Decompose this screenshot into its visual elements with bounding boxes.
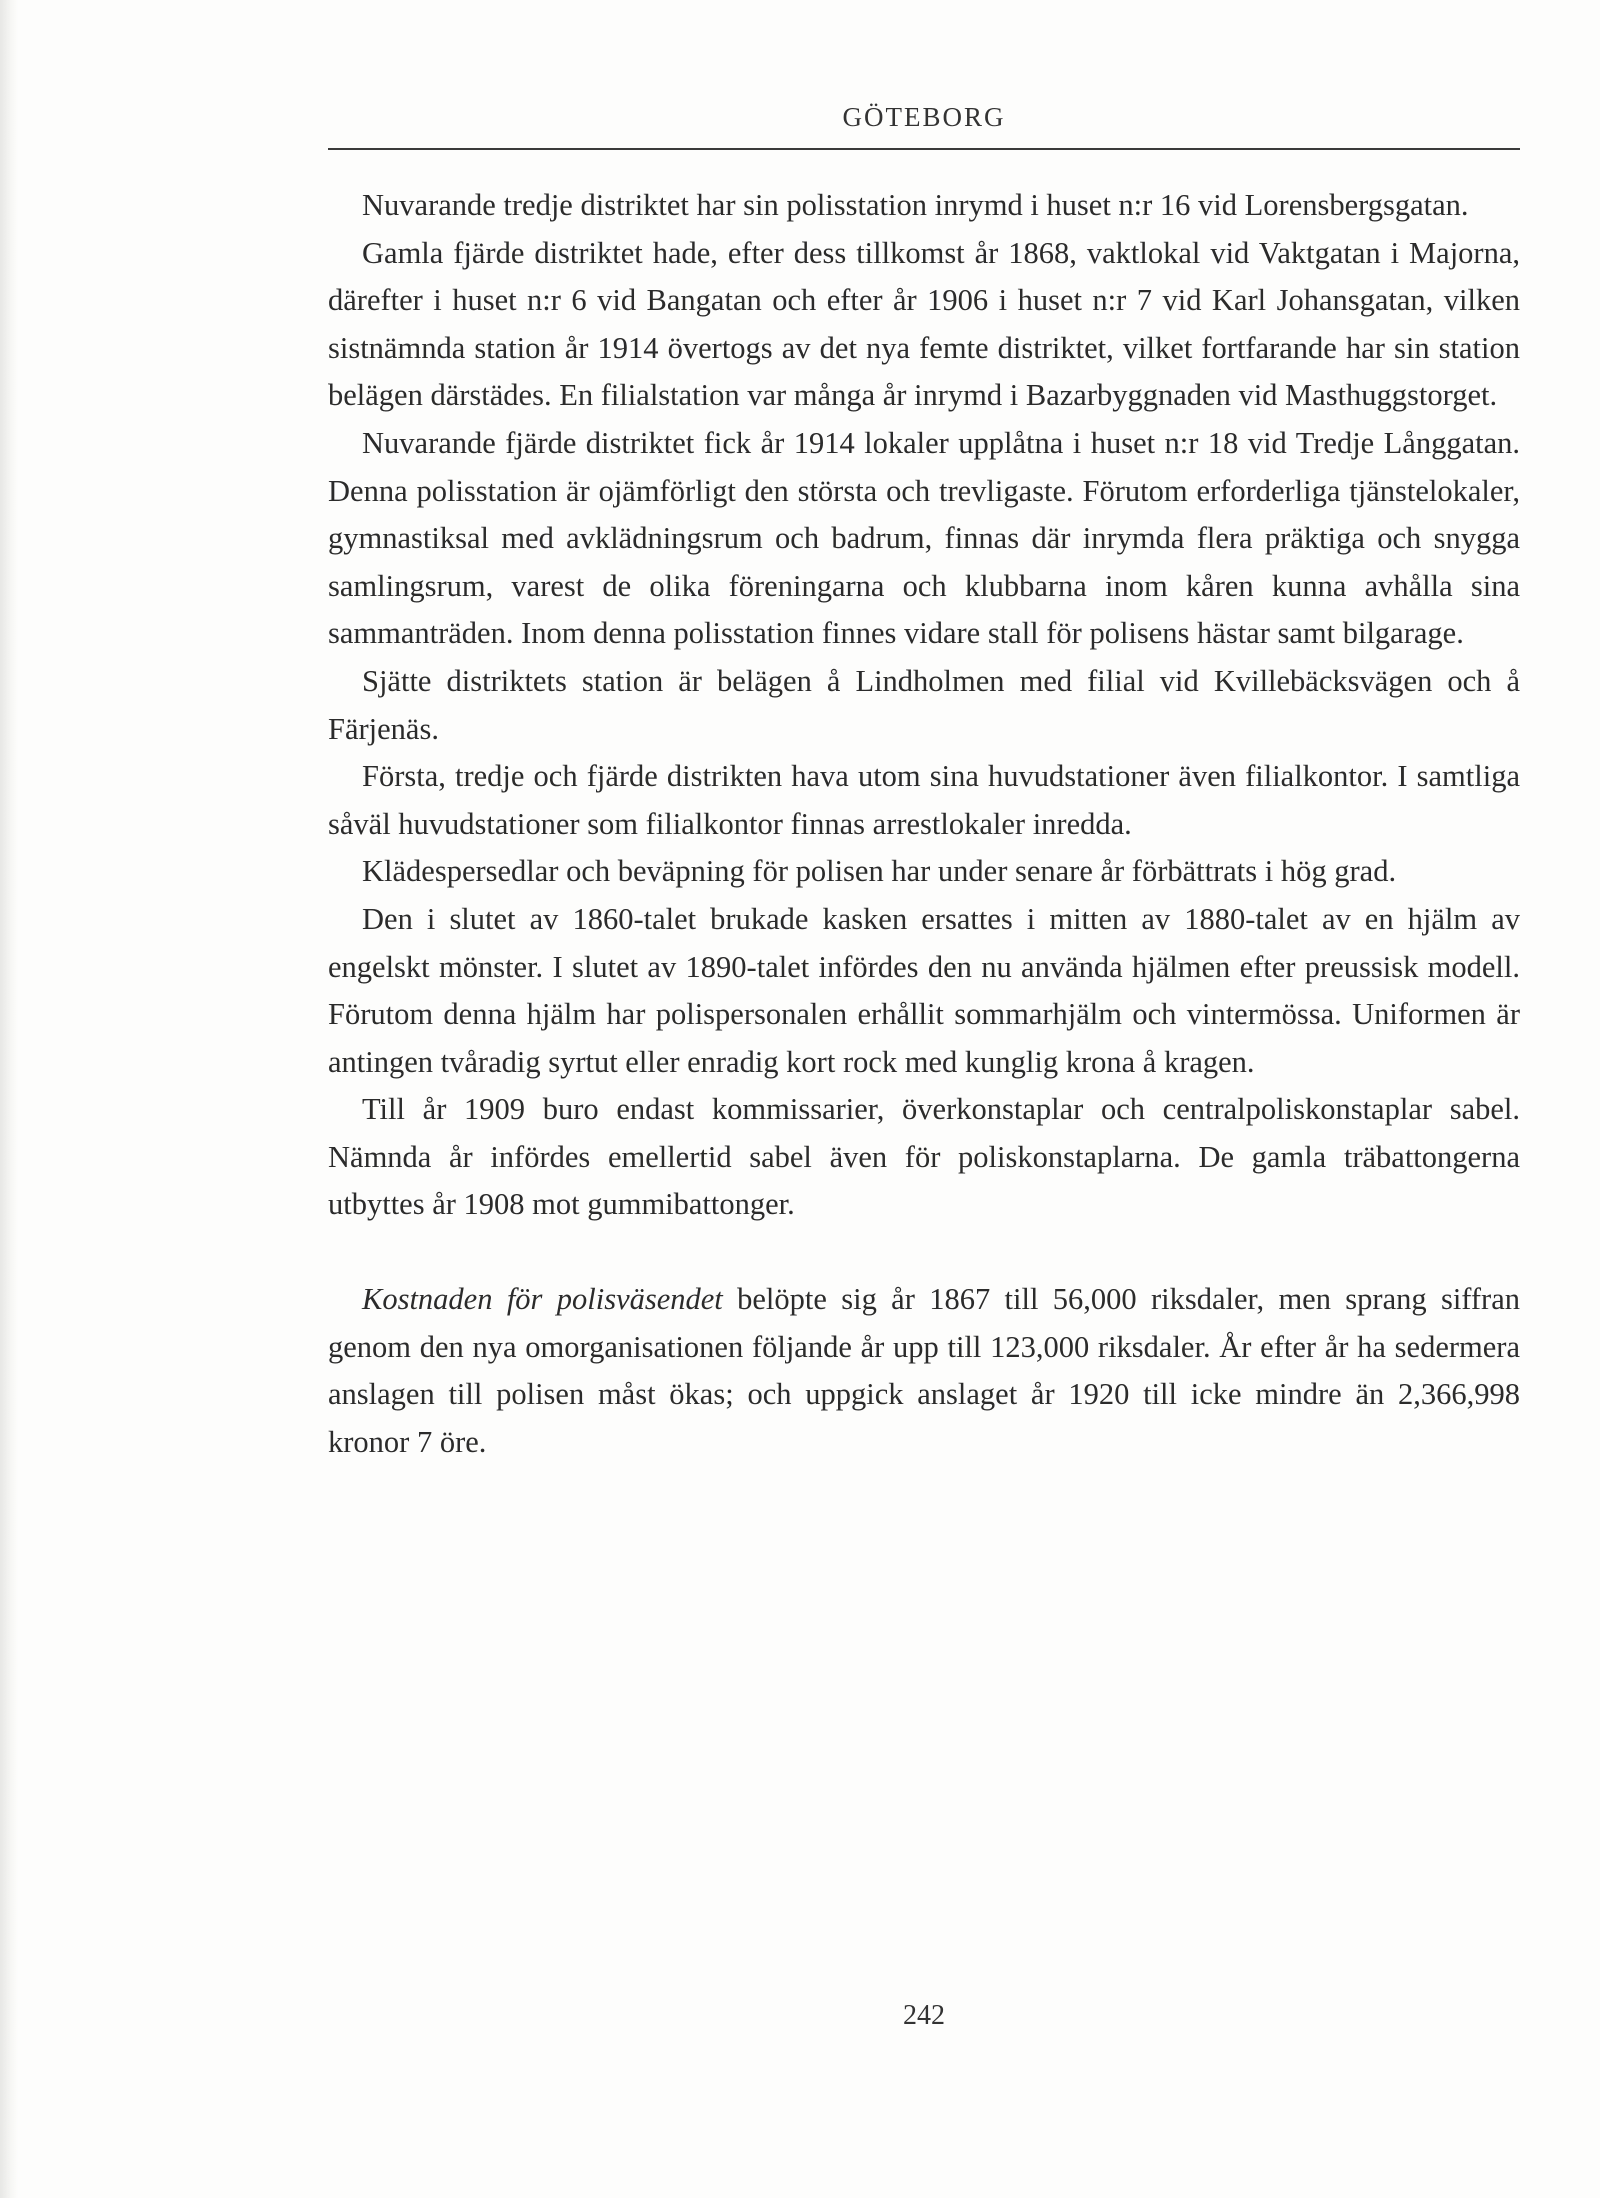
- paragraph-old-fourth-district: Gamla fjärde distriktet hade, efter dess tillkomst år 1868, vaktlokal vid Vaktgatan i Majorna, därefter i huset n:r 6 vid Bangatan och efter år 1906 i huset n:r 7 vid Karl Johansgatan, vilken sistnämnda station år 1914 övertogs av det nya femte distriktet, vilket fortfarande har sin station belägen därstädes. En filialstation var många år inrymd i Bazarbyggnaden vid Masthuggstorget.: [328, 235, 1520, 413]
- paragraph-sixth-district: Sjätte distriktets station är belägen å Lindholmen med filial vid Kvillebäcksvägen och å Färjenäs.: [328, 663, 1520, 746]
- paragraph-branch-offices: Första, tredje och fjärde distrikten hava utom sina huvudstationer även filialkontor. I samtliga såväl huvudstationer som filialkontor finnas arrestlokaler inredda.: [328, 759, 1520, 841]
- header-rule: [328, 148, 1520, 150]
- paragraph-costs: [328, 1276, 1520, 1466]
- costs-italic-lead: Kostnaden för polisväsendet: [362, 1282, 723, 1317]
- paragraph-uniforms-intro: Klädespersedlar och beväpning för polisen har under senare år förbättrats i hög grad.: [362, 854, 1397, 889]
- paragraph-helmets: Den i slutet av 1860-talet brukade kasken ersattes i mitten av 1880-talet av en hjälm av engelskt mönster. I slutet av 1890-talet infördes den nu använda hjälmen efter preussisk modell. Förutom denna hjälm har polispersonalen erhållit sommarhjälm och vintermössa. Uniformen är antingen tvåradig syrtut eller enradig kort rock med kunglig krona å kragen.: [328, 901, 1520, 1079]
- paragraph-third-district: Nuvarande tredje distriktet har sin polisstation inrymd i huset n:r 16 vid Lorensbergsgatan.: [362, 188, 1469, 222]
- body-text: [328, 182, 1520, 1466]
- paragraph-new-fourth-district: Nuvarande fjärde distriktet fick år 1914 lokaler upplåtna i huset n:r 18 vid Tredje Långgatan. Denna polisstation är ojämförligt den största och trevligaste. Förutom erforderliga tjänstelokaler, gymnastiksal med avklädningsrum och badrum, finnas där inrymda flera präktiga och snygga samlingsrum, varest de olika föreningarna och klubbarna inom kåren kunna avhålla sina sammanträden. Inom denna polisstation finnes vidare stall för polisens hästar samt bilgarage.: [328, 425, 1520, 651]
- paragraph-sabres: Till år 1909 buro endast kommissarier, överkonstaplar och centralpoliskonstaplar sabel. Nämnda år infördes emellertid sabel även för poliskonstaplarna. De gamla träbattongerna utbyttes år 1908 mot gummibattonger.: [328, 1092, 1520, 1222]
- page-edge-shadow: [0, 0, 18, 2198]
- costs-text: belöpte sig år 1867 till 56,000 riksdaler, men sprang siffran genom den nya omorganisationen följande år upp till 123,000 riksdaler. År efter år ha sedermera anslagen till polisen måst ökas; och uppgick anslaget år 1920 till icke mindre än 2,366,998 kronor 7 öre.: [328, 1282, 1520, 1459]
- running-head-title: GÖTEBORG: [842, 102, 1006, 132]
- page-number: 242: [903, 2000, 945, 2031]
